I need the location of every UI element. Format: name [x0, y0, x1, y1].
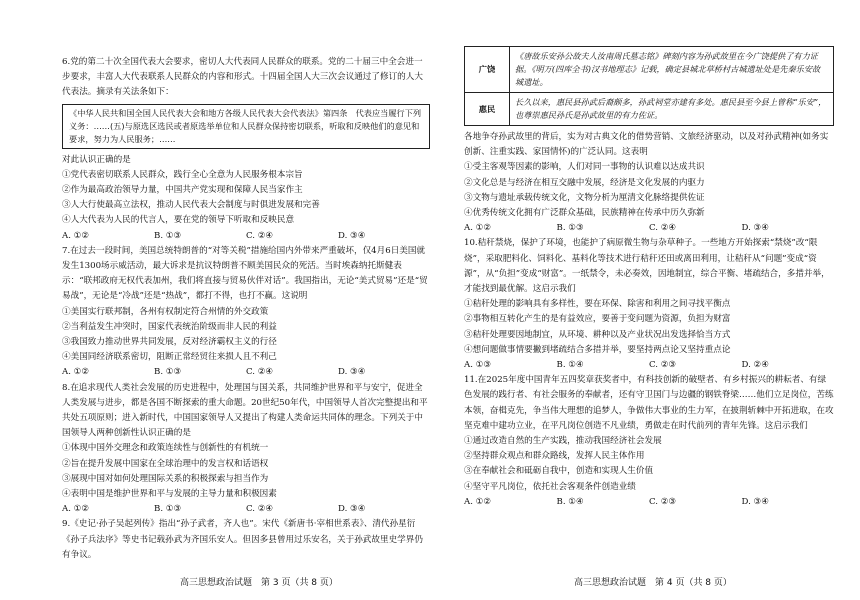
q9-item-4: ④优秀传统文化拥有广泛群众基础，民族精神在传承中历久弥新	[464, 208, 705, 219]
question-6-stem: 6.党的第二十次全国代表大会要求，密切人大代表同人民群众的联系。党的二十届三中全会进一步要求，丰富人大代表联系人民群众的内容和形式。十四届全国人大三次会议通过了修订的人大代表法。摘录有关法条如下：	[62, 57, 423, 98]
q9-item-2: ②文化总是与经济在相互交融中发展，经济是文化发展的内驱力	[464, 177, 705, 188]
q8-item-4: ④表明中国是维护世界和平与发展的主导力量和积极因素	[62, 489, 277, 500]
q9-option-a: A. ①②	[464, 223, 492, 234]
q11-options	[464, 495, 834, 510]
question-8-stem: 8.在追求现代人类社会发展的历史进程中，处理国与国关系，共同维护世界和平与安宁，促进全人类发展与进步，都是各国不断探索的重大命题。20世纪50年代，中国领导人首次完整提出和平共处五项原则；进入新时代，中国国家领导人又提出了构建人类命运共同体的理念。下列关于中国领导人两种创新性认识正确的是	[62, 382, 428, 439]
table-row	[465, 47, 834, 93]
q11-item-3: ③在奉献社会和砥砺自我中，创造和实现人生价值	[464, 466, 654, 477]
q7-options	[62, 365, 430, 380]
q11-item-1: ①通过改造自然的生产实践，推动我国经济社会发展	[464, 436, 662, 447]
right-page-column	[464, 44, 834, 510]
table-row	[465, 93, 834, 126]
table-text-cell: 《唐故乐安孙公故夫人汝南周氏墓志铭》碑刻内容为孙武故里在今广饶提供了有力证据。《明万(四库全书)汉书地理志》记载，确定县城北草桥村古城遗址处是先秦乐安故城遗址。	[510, 47, 834, 93]
q6-option-d: D. ③④	[338, 230, 366, 241]
page-footer-left: 高三思想政治试题 第 3 页（共 8 页）	[180, 578, 338, 588]
question-11-stem: 11.在2025年度中国青年五四奖章获奖者中，有科技创新的破壁者、有乡村振兴的耕耘者、有绿色发展的践行者、有社会服务的奉献者，还有守卫国门与边疆的钢铁脊梁……他们立足岗位，苦练本领，奋楫克先，争当伟大理想的追梦人，争做伟大事业的生力军，在披荆斩棘中开拓进取，在攻坚克难中建功立业，在平凡岗位创造不凡业绩，勇做走在时代前列的青年先锋。这启示我们	[464, 375, 834, 431]
q8-option-c: C. ②④	[246, 504, 274, 515]
q8-option-d: D. ③④	[338, 504, 366, 515]
q6-option-a: A. ①②	[62, 230, 90, 241]
question-6-prompt: 对此认识正确的是	[62, 154, 131, 165]
q8-item-1: ①体现中国外交理念和政策连续性与创新性的有机统一	[62, 443, 269, 454]
q11-option-a: A. ①②	[464, 496, 492, 507]
q8-option-a: A. ①②	[62, 504, 90, 515]
q10-options	[464, 358, 834, 373]
question-9-continuation: 各地争夺孙武故里的背后，实为对古典文化的借势营销、文旅经济驱动，以及对孙武精神(如务实创新、注重实践、家国情怀)的广泛认同。这表明	[464, 132, 829, 158]
q10-item-3: ③秸秆处理要因地制宜，从环境、耕种以及产业状况出发选择恰当方式	[464, 329, 731, 340]
q10-option-c: C. ②③	[649, 360, 677, 371]
q9-options	[464, 221, 834, 236]
question-10-stem: 10.秸秆禁烧，保护了环境，也能护了病原微生物与杂草种子。一些地方开始探索“禁烧”改“限烧”，采取肥料化、饲料化、基料化等技术进行秸秆还田或离田利用，让秸秆从“问题”变成“资源”，从“负担”变成“财富”。一纸禁令，未必奏效，因地制宜，综合平衡、堵疏结合，多措并举，才能找到最优解。这启示我们	[464, 238, 830, 295]
question-7-stem: 7.在过去一段时间，美国总统特朗普的“对等关税”措施给国内外带来严重破坏，仅4月6日美国就发生1300场示威活动，最大诉求是抗议特朗普不顾美国民众的死活。当时埃森纳托斯健表示：“联邦政府无权代表加州，我们将直接与贸易伙伴对话”。我国指出，无论“美式贸易”还是“贸易战”，无论是“冷战”还是“热战”，都打不得，也打不赢。这说明	[62, 245, 428, 302]
q11-option-b: B. ①④	[556, 496, 584, 507]
q7-option-a: A. ①②	[62, 367, 90, 378]
table-text-cell: 长久以来，惠民县孙武后裔颇多，孙武祠堂亦建有多处。惠民县至今县上曾称“乐安”，也尊崇惠民孙氏是孙武故里的有力佐证。	[510, 93, 834, 126]
left-page-column	[62, 55, 430, 563]
q10-option-b: B. ①④	[556, 360, 584, 371]
q7-item-4: ④美国同经济联系密切，阻断正常经贸往来损人且不利己	[62, 352, 277, 363]
q8-option-b: B. ①③	[154, 504, 182, 515]
q8-item-2: ②旨在提升发展中国家在全球治理中的发言权和话语权	[62, 458, 269, 469]
q10-item-1: ①秸秆处理的影响具有多样性，要在环保、除害和利用之间寻找平衡点	[464, 299, 731, 310]
q9-item-1: ①受主客观等因素的影响，人们对同一事物的认识难以达成共识	[464, 162, 705, 173]
q7-item-1: ①美国实行联邦制，各州有权制定符合州情的外交政策	[62, 306, 269, 317]
q11-item-4: ④坚守平凡岗位，依托社会客观条件创造业绩	[464, 481, 636, 492]
q11-option-d: D. ③④	[741, 496, 769, 507]
law-excerpt-box: 《中华人民共和国全国人民代表大会和地方各级人民代表大会代表法》第四条 代表应当履行下列义务：……(五)与原选区选民或者原选举单位和人民群众保持密切联系，听取和反映他们的意见和要求，努力为人民服务；……	[62, 104, 430, 149]
q7-item-3: ③我国致力推动世界共同发展，反对经济霸权主义的行径	[62, 337, 277, 348]
q10-item-4: ④想问题做事情要撇到堵疏结合多措并举，要坚持两点论又坚持重点论	[464, 344, 731, 355]
birthplace-evidence-table	[464, 46, 834, 126]
q9-option-b: B. ①③	[556, 223, 584, 234]
q9-option-d: D. ③④	[741, 223, 769, 234]
q7-option-c: C. ②④	[246, 367, 274, 378]
page-footer-right: 高三思想政治试题 第 4 页（共 8 页）	[574, 578, 732, 588]
question-9-stem: 9.《史记·孙子吴起列传》指出“孙子武者，齐人也”。宋代《新唐书·宰相世系表》、清代孙星衍《孙子兵法序》等史书记载孙武为齐国乐安人。但因多县曾用过乐安名，关于孙武故里史学界仍有争议。	[62, 519, 423, 560]
q9-item-3: ③文物与遗址承载传统文化，文物分析为厘清文化脉络提供佐证	[464, 192, 705, 203]
q7-option-d: D. ③④	[338, 367, 366, 378]
table-region-cell: 广饶	[465, 47, 510, 93]
q6-item-1: ①党代表密切联系人民群众，践行全心全意为人民服务根本宗旨	[62, 169, 303, 180]
q9-option-c: C. ②④	[649, 223, 677, 234]
q10-option-a: A. ①③	[464, 360, 492, 371]
q8-options	[62, 502, 430, 517]
q6-option-c: C. ②④	[246, 230, 274, 241]
q6-option-b: B. ①③	[154, 230, 182, 241]
q8-item-3: ③展现中国对如何处理国际关系的积极探索与担当作为	[62, 473, 269, 484]
table-region-cell: 惠民	[465, 93, 510, 126]
q6-item-4: ④人大代表为人民的代言人，要在党的领导下听取和反映民意	[62, 215, 295, 226]
q7-item-2: ②当利益发生冲突时，国家代表统治阶级而非人民的利益	[62, 321, 277, 332]
q7-option-b: B. ①③	[154, 367, 182, 378]
q10-item-2: ②事物相互转化产生的是有益效应，要善于变问题为资源，负担为财富	[464, 314, 731, 325]
q11-option-c: C. ②③	[649, 496, 677, 507]
q10-option-d: D. ②④	[741, 360, 769, 371]
q11-item-2: ②坚持群众观点和群众路线，发挥人民主体作用	[464, 451, 645, 462]
q6-options	[62, 229, 430, 244]
q6-item-3: ③人大行使最高立法权，推动人民代表大会制度与时俱进发展和完善	[62, 200, 320, 211]
q6-item-2: ②作为最高政治领导力量，中国共产党实现和保障人民当家作主	[62, 185, 303, 196]
